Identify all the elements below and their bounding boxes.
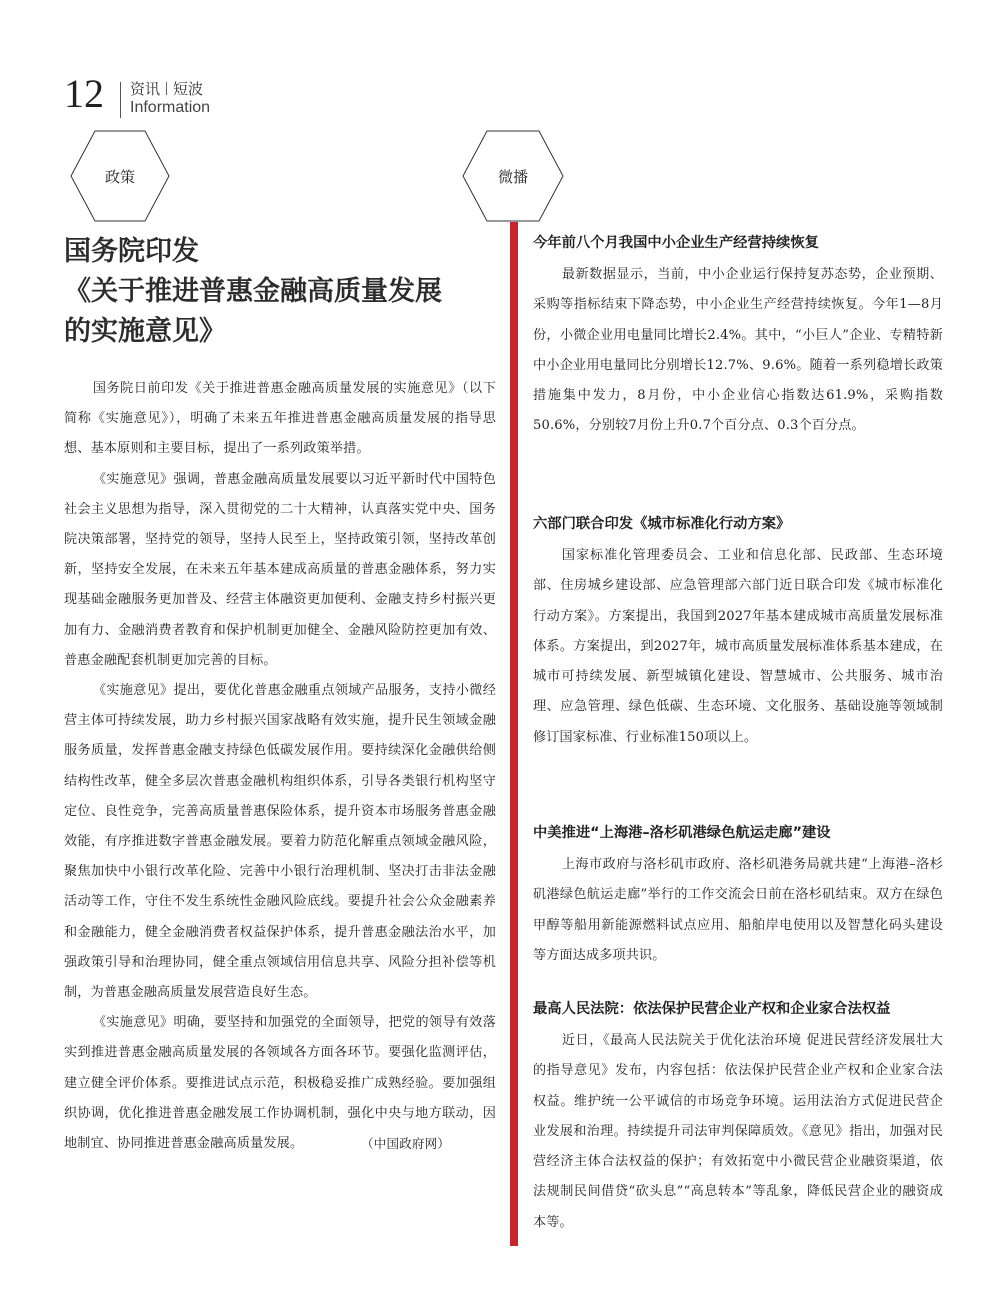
header-divider — [120, 82, 121, 118]
news-item — [533, 513, 943, 753]
page-number: 12 — [64, 71, 104, 116]
micro-section-badge — [462, 130, 564, 222]
title-line-1: 国务院印发 — [64, 236, 199, 267]
main-article-title — [64, 232, 504, 352]
news-item — [533, 232, 943, 442]
title-line-3: 的实施意见》 — [64, 316, 226, 347]
news-title: 六部门联合印发《城市标准化行动方案》 — [533, 516, 791, 532]
news-title: 最高人民法院：依法保护民营企业产权和企业家合法权益 — [533, 1001, 891, 1017]
article-source: （中国政府网） — [361, 1136, 450, 1152]
article-paragraph: 《实施意见》提出，要优化普惠金融重点领域产品服务，支持小微经营主体可持续发展，助力乡村振兴国家战略有效实施，提升民生领域金融服务质量，发挥普惠金融支持绿色低碳发展作用。要持续深化金融供给侧结构性改革，健全多层次普惠金融机构组织体系，引导各类银行机构坚守定位、良性竞争，完善高质量普惠保险体系，提升资本市场服务普惠金融效能，有序推进数字普惠金融发展。要着力防范化解重点领域金融风险，聚焦加快中小银行改革化险、完善中小银行治理机制、坚决打击非法金融活动等工作，守住不发生系统性金融风险底线。要提升社会公众金融素养和金融能力，健全金融消费者权益保护体系，提升普惠金融法治水平，加强政策引导和治理协同，健全重点领域信用信息共享、风险分担补偿等机制，为普惠金融高质量发展营造良好生态。 — [64, 683, 496, 1001]
news-body: 最新数据显示，当前，中小企业运行保持复苏态势，企业预期、采购等指标结束下降态势，中小企业生产经营持续恢复。今年1—8月份，小微企业用电量同比增长2.4%。其中，“小巨人”企业、专精特新中小企业用电量同比分别增长12.7%、9.6%。随着一系列稳增长政策措施集中发力，8月份，中小企业信心指数达61.9%，采购指数50.6%，分别较7月份上升0.7个百分点、0.3个百分点。 — [533, 267, 943, 434]
policy-section-label: 政策 — [104, 167, 135, 186]
section-label-cn — [130, 78, 203, 99]
news-item — [533, 822, 943, 971]
column-divider-red — [510, 222, 518, 1246]
section-label-en: Information — [130, 99, 211, 116]
article-paragraph: 国务院日前印发《关于推进普惠金融高质量发展的实施意见》（以下简称《实施意见》），明确了未来五年推进普惠金融高质量发展的指导思想、基本原则和主要目标，提出了一系列政策举措。 — [64, 381, 496, 457]
article-paragraph: 《实施意见》明确，要坚持和加强党的全面领导，把党的领导有效落实到推进普惠金融高质量发展的各领域各方面各环节。要强化监测评估，建立健全评价体系。要推进试点示范，积极稳妥推广成熟经验。要加强组织协调，优化推进普惠金融发展工作协调机制，强化中央与地方联动，因地制宜、协同推进普惠金融高质量发展。 — [64, 1015, 496, 1152]
news-body: 近日，《最高人民法院关于优化法治环境 促进民营经济发展壮大的指导意见》发布，内容包括：依法保护民营企业产权和企业家合法权益。维护统一公平诚信的市场竞争环境。运用法治方式促进民营企业发展和治理。持续提升司法审判保障质效。《意见》指出，加强对民营经济主体合法权益的保护；有效拓宽中小微民营企业融资渠道，依法规制民间借贷“砍头息”“高息转本”等乱象，降低民营企业的融资成本等。 — [533, 1033, 943, 1230]
section-name-brief: 短波 — [173, 80, 204, 98]
section-name-news: 资讯 — [130, 80, 161, 98]
news-body: 上海市政府与洛杉矶市政府、洛杉矶港务局就共建“上海港–洛杉矶港绿色航运走廊”举行的工作交流会日前在洛杉矶结束。双方在绿色甲醇等船用新能源燃料试点应用、船舶岸电使用以及智慧化码头建设等方面达成多项共识。 — [533, 857, 943, 963]
news-body: 国家标准化管理委员会、工业和信息化部、民政部、生态环境部、住房城乡建设部、应急管理部六部门近日联合印发《城市标准化行动方案》。方案提出，我国到2027年基本建成城市高质量发展标准体系。方案提出，到2027年，城市高质量发展标准体系基本建成，在城市可持续发展、新型城镇化建设、智慧城市、公共服务、城市治理、应急管理、绿色低碳、生态环境、文化服务、基础设施等领域制修订国家标准、行业标准150项以上。 — [533, 548, 943, 745]
main-article-body — [64, 374, 496, 1159]
section-separator — [166, 82, 167, 95]
news-title: 中美推进“上海港–洛杉矶港绿色航运走廊”建设 — [533, 825, 831, 841]
news-title: 今年前八个月我国中小企业生产经营持续恢复 — [533, 235, 819, 251]
news-item — [533, 998, 943, 1238]
policy-section-badge — [70, 130, 170, 222]
article-paragraph: 《实施意见》强调，普惠金融高质量发展要以习近平新时代中国特色社会主义思想为指导，深入贯彻党的二十大精神，认真落实党中央、国务院决策部署，坚持党的领导，坚持人民至上，坚持政策引领，坚持改革创新，坚持安全发展，在未来五年基本建成高质量的普惠金融体系，努力实现基础金融服务更加普及、经营主体融资更加便利、金融支持乡村振兴更加有力、金融消费者教育和保护机制更加健全、金融风险防控更加有效、普惠金融配套机制更加完善的目标。 — [64, 471, 496, 668]
title-line-2: 《关于推进普惠金融高质量发展 — [64, 276, 442, 307]
micro-section-label: 微播 — [497, 167, 528, 186]
